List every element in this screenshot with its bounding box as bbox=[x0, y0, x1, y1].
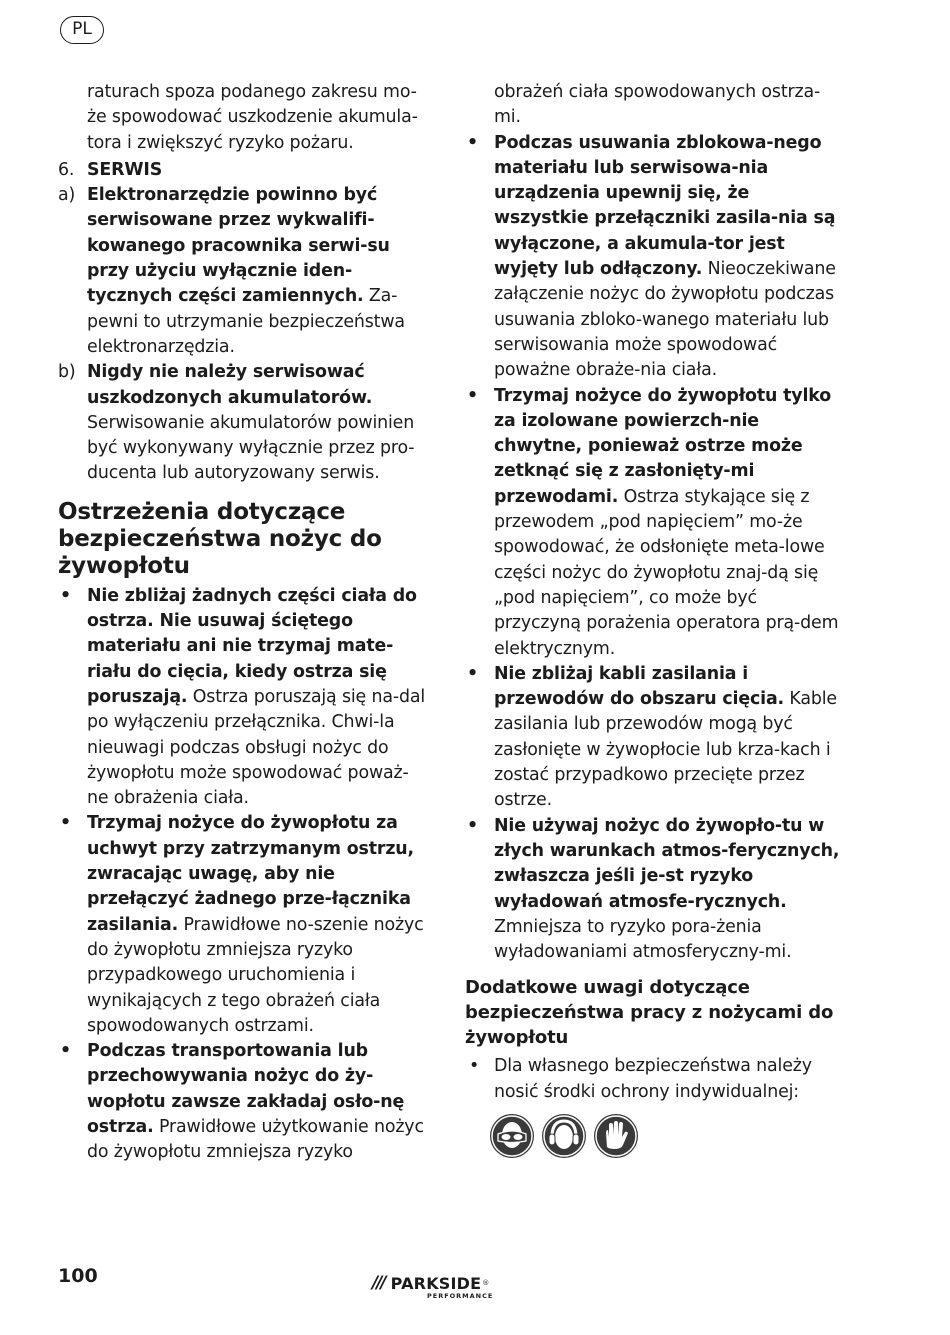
item-marker: b) bbox=[58, 362, 76, 383]
bullet-item bbox=[58, 584, 430, 812]
bullet-symbol: • bbox=[467, 663, 478, 684]
page-number: 100 bbox=[58, 1265, 98, 1287]
additional-notes-title: Dodatkowe uwagi dotyczące bezpieczeństwa pracy z nożycami do żywopłotu bbox=[465, 977, 834, 1049]
bullet-bold-text: Podczas transportowania lub przechowywania nożyc do ży-wopłotu zawsze zakładaj osło-nę ostrza. bbox=[87, 1041, 405, 1137]
language-badge: PL bbox=[60, 16, 104, 44]
bullet-text: Zmniejsza to ryzyko pora-żenia wyładowaniami atmosferyczny-mi. bbox=[494, 916, 792, 963]
bullet-bold-text: Trzymaj nożyce do żywopłotu za uchwyt przy zatrzymanym ostrzu, zwracając uwagę, aby nie przełączyć żadnego prze-łącznika zasilania. bbox=[87, 813, 414, 935]
bullet-text: Nieoczekiwane załączenie nożyc do żywopłotu podczas usuwania zbloko-wanego materiału lub serwisowania może spowodować poważne obraże-nia ciała. bbox=[494, 259, 836, 381]
bullet-item bbox=[465, 384, 840, 662]
protective-gloves-icon bbox=[593, 1113, 639, 1159]
logo-slashes: /// bbox=[372, 1273, 385, 1293]
item-text: Za-pewni to utrzymanie bezpieczeństwa elektronarzędzia. bbox=[87, 286, 405, 357]
bullet-item bbox=[465, 814, 840, 966]
section-title: Ostrzeżenia dotyczące bezpieczeństwa nożyc do żywopłotu bbox=[58, 498, 382, 579]
bullet-symbol: • bbox=[60, 1041, 71, 1062]
service-title: SERWIS bbox=[87, 159, 163, 180]
safety-goggles-icon bbox=[489, 1113, 535, 1159]
right-column bbox=[465, 80, 840, 1159]
bullet-item bbox=[465, 131, 840, 384]
logo-brand: PARKSIDE bbox=[390, 1273, 482, 1293]
bullet-text: Prawidłowe no-szenie nożyc do żywopłotu zmniejsza ryzyko przypadkowego uruchomienia i wynikających z tego obrażeń ciała spowodowanych ostrzami. bbox=[87, 914, 424, 1036]
continuation-text: obrażeń ciała spowodowanych ostrza-mi. bbox=[494, 82, 821, 128]
bullet-item bbox=[465, 1054, 840, 1105]
logo-subtitle: PERFORMANCE bbox=[427, 1292, 494, 1300]
bullet-text: Kable zasilania lub przewodów mogą być zasłonięte w żywopłocie lub krza-kach i zostać przypadkowo przecięte przez ostrze. bbox=[494, 689, 837, 811]
bullet-item bbox=[465, 662, 840, 814]
service-heading bbox=[58, 158, 430, 183]
bullet-text: Prawidłowe użytkowanie nożyc do żywopłotu zmniejsza ryzyko bbox=[87, 1116, 424, 1163]
service-item-b bbox=[58, 360, 430, 486]
bullet-symbol: • bbox=[467, 385, 478, 406]
bullet-symbol: • bbox=[467, 815, 478, 836]
bullet-symbol: • bbox=[469, 1056, 480, 1077]
bullet-symbol: • bbox=[467, 132, 478, 153]
bullet-symbol: • bbox=[60, 813, 71, 834]
service-number: 6. bbox=[58, 159, 75, 180]
bullet-bold-text: Podczas usuwania zblokowa-nego materiału lub serwisowa-nia urządzenia upewnij się, że wszystkie przełączniki zasila-nia są wyłączone, a akumula-tor jest wyjęty lub odłączony. bbox=[494, 132, 836, 280]
bullet-symbol: • bbox=[60, 585, 71, 606]
intro-continuation: raturach spoza podanego zakresu mo-że spowodować uszkodzenie akumula-tora i zwiększyć ryzyko pożaru. bbox=[87, 82, 418, 153]
bullet-item bbox=[58, 811, 430, 1039]
bullet-bold-text: Nie zbliżaj kabli zasilania i przewodów do obszaru cięcia. bbox=[494, 663, 785, 710]
item-bold-text: Nigdy nie należy serwisować uszkodzonych akumulatorów. bbox=[87, 362, 373, 408]
ppe-icons bbox=[489, 1113, 840, 1159]
bullet-text: Ostrza stykające się z przewodem „pod napięciem” mo-że spowodować, że odsłonięte meta-lowe części nożyc do żywopłotu znaj-dą się „pod napięciem”, co może być przyczyną porażenia operatora prą-dem elektrycznym. bbox=[494, 486, 839, 659]
item-marker: a) bbox=[58, 185, 76, 206]
bullet-bold-text: Trzymaj nożyce do żywopłotu tylko za izolowane powierzch-nie chwytne, ponieważ ostrze może zetknąć się z zasłonięty-mi przewodami. bbox=[494, 385, 832, 507]
item-bold-text: Elektronarzędzie powinno być serwisowane przez wykwalifi-kowanego pracownika serwi-su przy użyciu wyłącznie iden-tycznych części zamiennych. bbox=[87, 185, 390, 307]
item-text: Serwisowanie akumulatorów powinien być wykonywany wyłącznie przez pro-ducenta lub autoryzowany serwis. bbox=[87, 412, 415, 484]
parkside-logo bbox=[372, 1273, 493, 1300]
bullet-text: Dla własnego bezpieczeństwa należy nosić środki ochrony indywidualnej: bbox=[494, 1056, 812, 1102]
bullet-text: Ostrza poruszają się na-dal po wyłączeniu przełącznika. Chwi-la nieuwagi podczas obsługi nożyc do żywopłotu może spowodować poważ-ne obrażenia ciała. bbox=[87, 686, 426, 809]
ear-protection-icon bbox=[541, 1113, 587, 1159]
left-column bbox=[58, 80, 430, 1166]
bullet-bold-text: Nie używaj nożyc do żywopło-tu w złych warunkach atmos-ferycznych, zwłaszcza jeśli je-st ryzyko wyładowań atmosfe-rycznych. bbox=[494, 815, 840, 912]
bullet-bold-text: Nie zbliżaj żadnych części ciała do ostrza. Nie usuwaj ściętego materiału ani nie trzymaj mate-riału do cięcia, kiedy ostrza się poruszają. bbox=[87, 585, 417, 707]
bullet-item bbox=[58, 1039, 430, 1165]
logo-registered-mark: ® bbox=[482, 1279, 490, 1287]
service-item-a bbox=[58, 183, 430, 360]
